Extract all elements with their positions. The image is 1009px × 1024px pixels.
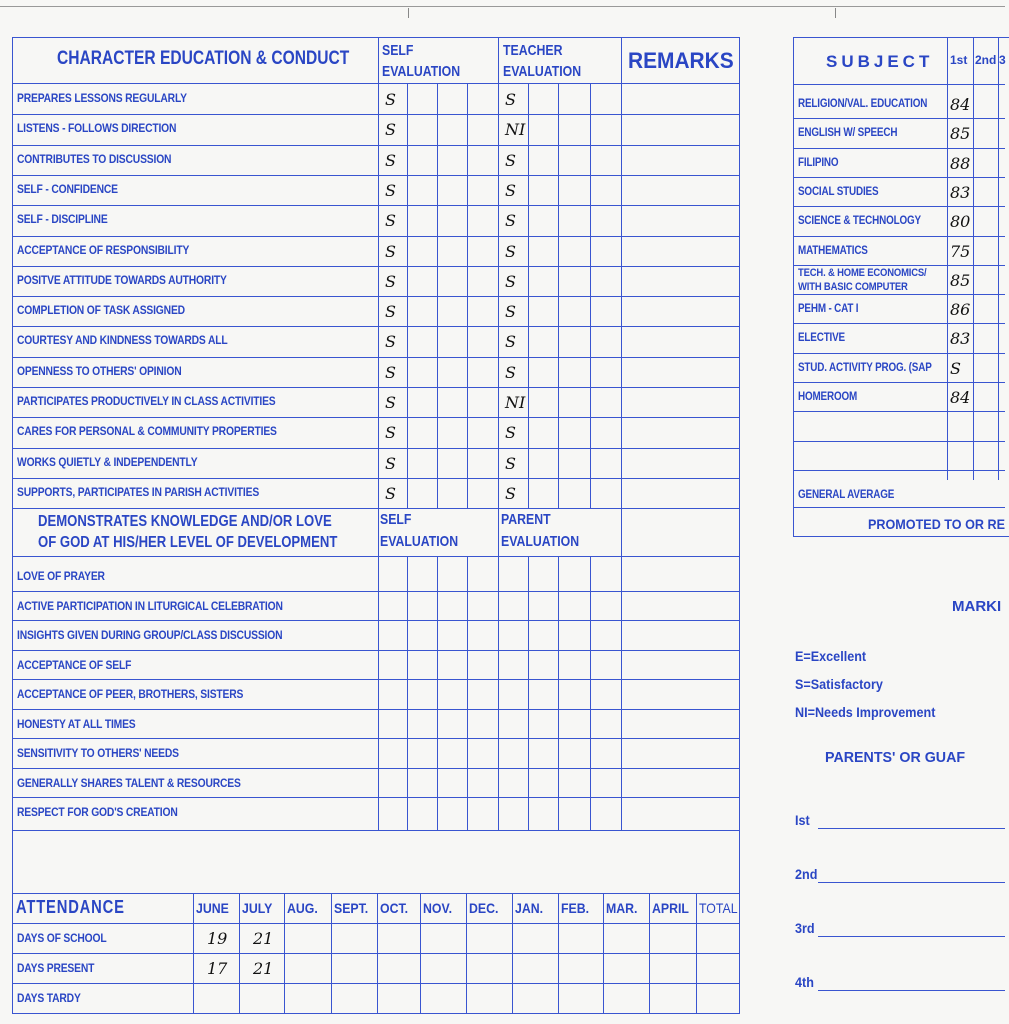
- grid-line: [284, 893, 285, 1014]
- faith-title-1: DEMONSTRATES KNOWLEDGE AND/OR LOVE: [38, 513, 332, 530]
- remarks-header: REMARKS: [628, 48, 734, 73]
- faith-title-2: OF GOD AT HIS/HER LEVEL OF DEVELOPMENT: [38, 534, 338, 551]
- grid-line: [793, 177, 1005, 178]
- quarter-header: 2nd: [975, 53, 997, 67]
- signature-line: [818, 828, 1005, 829]
- grid-line: [12, 738, 740, 739]
- grid-line: [12, 953, 740, 954]
- faith-row-label: SENSITIVITY TO OTHERS' NEEDS: [17, 746, 179, 760]
- first-quarter-grade: 86: [950, 300, 971, 320]
- grid-line: [973, 37, 974, 480]
- grid-line: [12, 768, 740, 769]
- signature-quarter-label: 3rd: [795, 920, 815, 936]
- quarter-header: 1st: [950, 53, 968, 67]
- grid-line: [12, 236, 740, 237]
- first-quarter-grade: 75: [950, 241, 971, 261]
- grid-line: [793, 441, 1005, 442]
- self-eval-mark: S: [385, 120, 396, 140]
- marking-legend-item: S=Satisfactory: [795, 676, 883, 692]
- conduct-row-label: PARTICIPATES PRODUCTIVELY IN CLASS ACTIVITIES: [17, 394, 276, 408]
- grid-line: [239, 893, 240, 1014]
- grid-line: [649, 893, 650, 1014]
- teacher-eval-mark: NI: [505, 393, 526, 412]
- teacher-eval-mark: S: [505, 90, 516, 109]
- grid-line: [498, 37, 499, 84]
- grid-line: [793, 353, 1005, 354]
- faith-row-label: INSIGHTS GIVEN DURING GROUP/CLASS DISCUSSION: [17, 628, 283, 642]
- signature-line: [818, 936, 1005, 937]
- subject-label: HOMEROOM: [798, 391, 858, 403]
- conduct-title: CHARACTER EDUCATION & CONDUCT: [57, 48, 350, 69]
- grid-line: [793, 236, 1005, 237]
- subject-label: SOCIAL STUDIES: [798, 185, 879, 198]
- subject-label: WITH BASIC COMPUTER: [798, 280, 908, 293]
- faith-row-label: LOVE OF PRAYER: [17, 569, 105, 583]
- grid-line: [467, 84, 468, 508]
- teacher-eval-mark: S: [505, 423, 516, 443]
- subject-label: FILIPINO: [798, 156, 839, 169]
- grid-line: [12, 620, 740, 621]
- conduct-row-label: PREPARES LESSONS REGULARLY: [17, 91, 187, 105]
- teacher-eval-mark: S: [505, 483, 516, 503]
- grid-line: [621, 508, 622, 556]
- first-quarter-grade: 80: [950, 212, 971, 232]
- grid-line: [793, 323, 1005, 324]
- grid-line: [12, 83, 740, 84]
- teacher-eval-mark: S: [505, 180, 516, 200]
- attendance-month-header: JUNE: [196, 900, 229, 916]
- conduct-row-label: LISTENS - FOLLOWS DIRECTION: [17, 121, 177, 136]
- first-quarter-grade: 83: [950, 182, 971, 202]
- grid-line: [590, 556, 591, 830]
- grid-line: [12, 556, 740, 557]
- grid-line: [437, 556, 438, 830]
- self-eval-mark: S: [385, 211, 396, 231]
- grid-line: [621, 37, 622, 84]
- grid-line: [12, 114, 740, 115]
- subject-label: STUD. ACTIVITY PROG. (SAP: [798, 361, 932, 374]
- teacher-eval-mark: S: [505, 211, 516, 231]
- attendance-month-header: SEPT.: [334, 900, 369, 916]
- attendance-row-label: DAYS OF SCHOOL: [17, 931, 107, 945]
- grid-line: [12, 387, 740, 388]
- subject-label: PEHM - CAT I: [798, 303, 859, 316]
- signature-line: [818, 990, 1005, 991]
- self-eval-mark: S: [385, 453, 396, 473]
- self-eval-mark: S: [385, 180, 396, 200]
- faith-row-label: ACCEPTANCE OF SELF: [17, 657, 132, 672]
- grid-line: [558, 893, 559, 1014]
- signature-quarter-label: Ist: [795, 812, 810, 828]
- grid-line: [498, 84, 499, 508]
- grid-line: [12, 357, 740, 358]
- fold-mark: [835, 8, 836, 18]
- grid-line: [558, 556, 559, 830]
- parent-eval-header-2: EVALUATION: [501, 533, 580, 550]
- grid-line: [621, 556, 622, 830]
- grid-line: [12, 709, 740, 710]
- signature-line: [818, 882, 1005, 883]
- grid-line: [947, 37, 948, 480]
- self-eval-mark: S: [385, 302, 396, 322]
- grid-line: [437, 84, 438, 508]
- marking-title: MARKI: [952, 598, 1002, 615]
- self-eval-mark: S: [385, 90, 396, 109]
- subject-label: MATHEMATICS: [798, 244, 868, 257]
- attendance-month-header: DEC.: [469, 900, 499, 916]
- teacher-eval-mark: S: [505, 150, 516, 170]
- self-eval-mark: S: [385, 423, 396, 443]
- grid-line: [12, 679, 740, 680]
- conduct-row-label: SELF - CONFIDENCE: [17, 181, 118, 196]
- grid-line: [12, 983, 740, 984]
- conduct-row-label: SUPPORTS, PARTICIPATES IN PARISH ACTIVITIES: [17, 484, 260, 499]
- teacher-eval-mark: S: [505, 302, 516, 322]
- grid-line: [998, 37, 999, 480]
- quarter-header: 3: [999, 53, 1006, 67]
- attendance-value: 21: [253, 959, 274, 978]
- marking-legend-item: E=Excellent: [795, 648, 867, 664]
- first-quarter-grade: 85: [950, 124, 971, 144]
- conduct-row-label: POSITVE ATTITUDE TOWARDS AUTHORITY: [17, 272, 227, 287]
- first-quarter-grade: 88: [950, 153, 971, 173]
- attendance-month-header: TOTAL: [699, 900, 738, 916]
- self-eval-mark: S: [385, 150, 396, 170]
- attendance-month-header: NOV.: [423, 900, 452, 916]
- grid-line: [466, 893, 467, 1014]
- grid-line: [407, 84, 408, 508]
- grid-line: [12, 326, 740, 327]
- grid-line: [590, 84, 591, 508]
- self-eval-mark: S: [385, 332, 396, 352]
- first-quarter-grade: S: [950, 358, 961, 378]
- marking-legend-item: NI=Needs Improvement: [795, 704, 936, 720]
- general-average-label: GENERAL AVERAGE: [798, 489, 895, 501]
- attendance-row-label: DAYS PRESENT: [17, 961, 95, 975]
- grid-line: [407, 556, 408, 830]
- grid-line: [12, 175, 740, 176]
- grid-line: [12, 830, 740, 831]
- grid-line: [512, 893, 513, 1014]
- signature-quarter-label: 4th: [795, 974, 814, 990]
- subject-label: TECH. & HOME ECONOMICS/: [798, 266, 927, 279]
- attendance-value: 17: [207, 959, 228, 978]
- conduct-row-label: CONTRIBUTES TO DISCUSSION: [17, 151, 172, 166]
- grid-line: [12, 650, 740, 651]
- conduct-row-label: OPENNESS TO OTHERS' OPINION: [17, 363, 182, 378]
- subject-label: RELIGION/VAL. EDUCATION: [798, 98, 928, 110]
- faith-row-label: HONESTY AT ALL TIMES: [17, 716, 136, 731]
- grid-line: [12, 893, 740, 894]
- grid-line: [331, 893, 332, 1014]
- conduct-row-label: COURTESY AND KINDNESS TOWARDS ALL: [17, 333, 228, 348]
- signature-quarter-label: 2nd: [795, 866, 818, 882]
- grid-line: [528, 84, 529, 508]
- grid-line: [377, 893, 378, 1014]
- conduct-row-label: ACCEPTANCE OF RESPONSIBILITY: [17, 242, 190, 257]
- first-quarter-grade: 83: [950, 329, 971, 349]
- faith-row-label: RESPECT FOR GOD'S CREATION: [17, 805, 178, 819]
- grid-line: [12, 923, 740, 924]
- attendance-month-header: FEB.: [561, 900, 590, 916]
- grid-line: [793, 294, 1005, 295]
- self-eval-mark: S: [385, 271, 396, 291]
- self-eval-mark: S: [385, 362, 396, 382]
- grid-line: [793, 470, 1005, 471]
- grid-line: [378, 508, 379, 556]
- attendance-month-header: MAR.: [606, 900, 638, 916]
- grid-line: [793, 411, 1005, 412]
- attendance-month-header: JULY: [242, 900, 273, 916]
- attendance-month-header: AUG.: [287, 900, 318, 916]
- grid-line: [12, 266, 740, 267]
- page-top-edge: [0, 6, 1005, 7]
- grid-line: [498, 556, 499, 830]
- teacher-eval-header-2: EVALUATION: [503, 63, 582, 80]
- teacher-eval-header-1: TEACHER: [503, 42, 563, 59]
- teacher-eval-mark: S: [505, 362, 516, 382]
- grid-line: [793, 148, 1005, 149]
- teacher-eval-mark: S: [505, 453, 516, 473]
- conduct-row-label: CARES FOR PERSONAL & COMMUNITY PROPERTIES: [17, 424, 277, 439]
- faith-self-header-2: EVALUATION: [380, 533, 459, 550]
- faith-self-header-1: SELF: [380, 511, 412, 528]
- grid-line: [12, 145, 740, 146]
- grid-line: [558, 84, 559, 508]
- grid-line: [621, 84, 622, 508]
- subject-header: SUBJECT: [826, 52, 934, 71]
- grid-line: [420, 893, 421, 1014]
- grid-line: [12, 508, 740, 509]
- subject-label: ELECTIVE: [798, 332, 845, 345]
- first-quarter-grade: 84: [950, 95, 971, 114]
- grid-line: [793, 118, 1005, 119]
- grid-line: [12, 417, 740, 418]
- self-eval-mark: S: [385, 393, 396, 412]
- conduct-row-label: COMPLETION OF TASK ASSIGNED: [17, 303, 185, 318]
- self-eval-mark: S: [385, 241, 396, 261]
- teacher-eval-mark: S: [505, 271, 516, 291]
- attendance-title: ATTENDANCE: [16, 897, 125, 917]
- attendance-month-header: APRIL: [652, 900, 689, 916]
- conduct-row-label: WORKS QUIETLY & INDEPENDENTLY: [17, 454, 198, 469]
- self-eval-mark: S: [385, 483, 396, 503]
- grid-line: [793, 84, 1005, 85]
- grid-line: [793, 382, 1005, 383]
- attendance-value: 19: [207, 929, 228, 948]
- grid-line: [793, 507, 1005, 508]
- parent-eval-header-1: PARENT: [501, 511, 551, 528]
- grid-line: [603, 893, 604, 1014]
- conduct-row-label: SELF - DISCIPLINE: [17, 212, 108, 227]
- self-eval-header-1: SELF: [382, 42, 414, 59]
- grid-line: [378, 84, 379, 508]
- grid-line: [12, 205, 740, 206]
- teacher-eval-mark: NI: [505, 120, 526, 140]
- promoted-label: PROMOTED TO OR RE: [868, 516, 1005, 532]
- faith-row-label: ACTIVE PARTICIPATION IN LITURGICAL CELEBRATION: [17, 598, 283, 613]
- attendance-value: 21: [253, 929, 274, 948]
- grid-line: [12, 797, 740, 798]
- grid-line: [378, 37, 379, 84]
- grid-line: [12, 448, 740, 449]
- grid-line: [696, 893, 697, 1014]
- teacher-eval-mark: S: [505, 332, 516, 352]
- grid-line: [12, 296, 740, 297]
- teacher-eval-mark: S: [505, 241, 516, 261]
- first-quarter-grade: 85: [950, 270, 971, 290]
- attendance-row-label: DAYS TARDY: [17, 991, 81, 1005]
- grid-line: [12, 591, 740, 592]
- faith-row-label: GENERALLY SHARES TALENT & RESOURCES: [17, 775, 241, 790]
- grid-line: [528, 556, 529, 830]
- parents-signature-header: PARENTS' OR GUAF: [825, 749, 966, 766]
- self-eval-header-2: EVALUATION: [382, 63, 461, 80]
- faith-row-label: ACCEPTANCE OF PEER, BROTHERS, SISTERS: [17, 687, 244, 701]
- fold-mark: [408, 8, 409, 18]
- subject-label: SCIENCE & TECHNOLOGY: [798, 215, 921, 228]
- grid-line: [12, 478, 740, 479]
- grid-line: [793, 206, 1005, 207]
- grid-line: [193, 893, 194, 1014]
- subject-label: ENGLISH W/ SPEECH: [798, 127, 898, 140]
- grid-line: [467, 556, 468, 830]
- attendance-month-header: JAN.: [515, 900, 544, 916]
- grid-line: [498, 508, 499, 556]
- grid-line: [378, 556, 379, 830]
- first-quarter-grade: 84: [950, 388, 971, 407]
- attendance-month-header: OCT.: [380, 900, 409, 916]
